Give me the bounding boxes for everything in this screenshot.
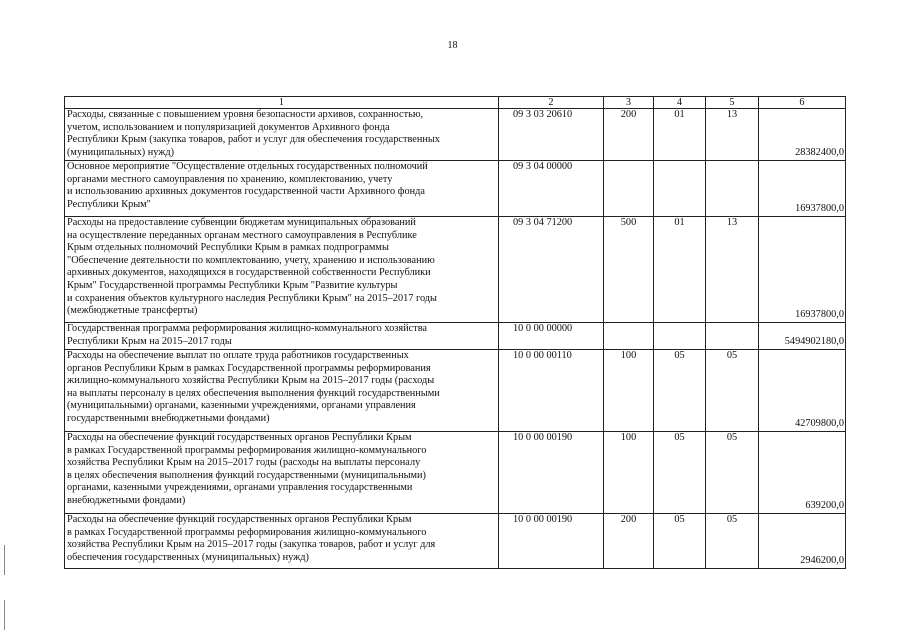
row-expense-type: 100 bbox=[604, 432, 654, 514]
row-subsection bbox=[706, 323, 759, 350]
row-code: 10 0 00 00110 bbox=[499, 350, 604, 432]
row-code: 09 3 04 00000 bbox=[499, 161, 604, 217]
table-row bbox=[65, 161, 846, 217]
row-section bbox=[654, 323, 706, 350]
column-header: 1 bbox=[65, 97, 499, 109]
row-section: 05 bbox=[654, 514, 706, 569]
row-amount: 639200,0 bbox=[759, 432, 846, 514]
table-row bbox=[65, 323, 846, 350]
budget-table bbox=[64, 96, 846, 569]
table-row bbox=[65, 350, 846, 432]
row-expense-type: 200 bbox=[604, 514, 654, 569]
row-expense-type: 100 bbox=[604, 350, 654, 432]
table-row bbox=[65, 109, 846, 161]
column-header: 2 bbox=[499, 97, 604, 109]
row-amount: 28382400,0 bbox=[759, 109, 846, 161]
row-section bbox=[654, 161, 706, 217]
table-row bbox=[65, 432, 846, 514]
row-description: Государственная программа реформирования жилищно-коммунального хозяйства Республики Крым на 2015–2017 годы bbox=[65, 323, 499, 350]
row-amount: 42709800,0 bbox=[759, 350, 846, 432]
row-section: 05 bbox=[654, 350, 706, 432]
page-number: 18 bbox=[447, 40, 458, 51]
table-row bbox=[65, 514, 846, 569]
row-description: Расходы, связанные с повышением уровня безопасности архивов, сохранностью, учетом, использованием и популяризацией документов Архивного фонда Республики Крым (закупка товаров, работ и услуг для обеспечения государственных (муниципальных) нужд) bbox=[65, 109, 499, 161]
row-code: 10 0 00 00000 bbox=[499, 323, 604, 350]
row-code: 09 3 03 20610 bbox=[499, 109, 604, 161]
row-description: Основное мероприятие "Осуществление отдельных государственных полномочий органами местного самоуправления по хранению, комплектованию, учету и использованию архивных документов государственной части Архивного фонда Республики Крым" bbox=[65, 161, 499, 217]
row-code: 09 3 04 71200 bbox=[499, 217, 604, 323]
row-subsection: 13 bbox=[706, 109, 759, 161]
row-description: Расходы на обеспечение функций государственных органов Республики Крым в рамках Государственной программы реформирования жилищно-коммунального хозяйства Республики Крым на 2015–2017 годы (закупка товаров, работ и услуг для обеспечения государственных (муниципальных) нужд) bbox=[65, 514, 499, 569]
row-description: Расходы на обеспечение выплат по оплате труда работников государственных органов Республики Крым в рамках Государственной программы реформирования жилищно-коммунального хозяйства Республики Крым на 2015–2017 годы (расходы на выплаты персоналу в целях обеспечения выполнения функций государственными (муниципальными) органами, казенными учреждениями, органами управления государственными внебюджетными фондами) bbox=[65, 350, 499, 432]
row-amount: 2946200,0 bbox=[759, 514, 846, 569]
row-expense-type bbox=[604, 323, 654, 350]
row-section: 05 bbox=[654, 432, 706, 514]
row-subsection bbox=[706, 161, 759, 217]
row-description: Расходы на предоставление субвенции бюджетам муниципальных образований на осуществление переданных органам местного самоуправления в Республике Крым отдельных полномочий Республики Крым в рамках подпрограммы "Обеспечение деятельности по комплектованию, учету, хранению и использованию архивных документов, находящихся в государственной собственности Республики Крым" Государственной программы Республики Крым "Развитие культуры и сохранения объектов культурного наследия Республики Крым" на 2015–2017 годы (межбюджетные трансферты) bbox=[65, 217, 499, 323]
row-description: Расходы на обеспечение функций государственных органов Республики Крым в рамках Государственной программы реформирования жилищно-коммунального хозяйства Республики Крым на 2015–2017 годы (расходы на выплаты персоналу в целях обеспечения выполнения функций государственными (муниципальными) органами, казенными учреждениями, органами управления государственными внебюджетными фондами) bbox=[65, 432, 499, 514]
scan-margin-mark bbox=[4, 600, 5, 630]
row-expense-type: 500 bbox=[604, 217, 654, 323]
row-amount: 5494902180,0 bbox=[759, 323, 846, 350]
scan-margin-mark bbox=[4, 545, 5, 575]
row-expense-type bbox=[604, 161, 654, 217]
table-header-row bbox=[65, 97, 846, 109]
column-header: 6 bbox=[759, 97, 846, 109]
row-subsection: 05 bbox=[706, 350, 759, 432]
row-amount: 16937800,0 bbox=[759, 217, 846, 323]
column-header: 3 bbox=[604, 97, 654, 109]
row-code: 10 0 00 00190 bbox=[499, 514, 604, 569]
row-subsection: 05 bbox=[706, 432, 759, 514]
column-header: 5 bbox=[706, 97, 759, 109]
row-section: 01 bbox=[654, 217, 706, 323]
row-expense-type: 200 bbox=[604, 109, 654, 161]
column-header: 4 bbox=[654, 97, 706, 109]
row-section: 01 bbox=[654, 109, 706, 161]
row-amount: 16937800,0 bbox=[759, 161, 846, 217]
table-row bbox=[65, 217, 846, 323]
row-code: 10 0 00 00190 bbox=[499, 432, 604, 514]
row-subsection: 05 bbox=[706, 514, 759, 569]
row-subsection: 13 bbox=[706, 217, 759, 323]
